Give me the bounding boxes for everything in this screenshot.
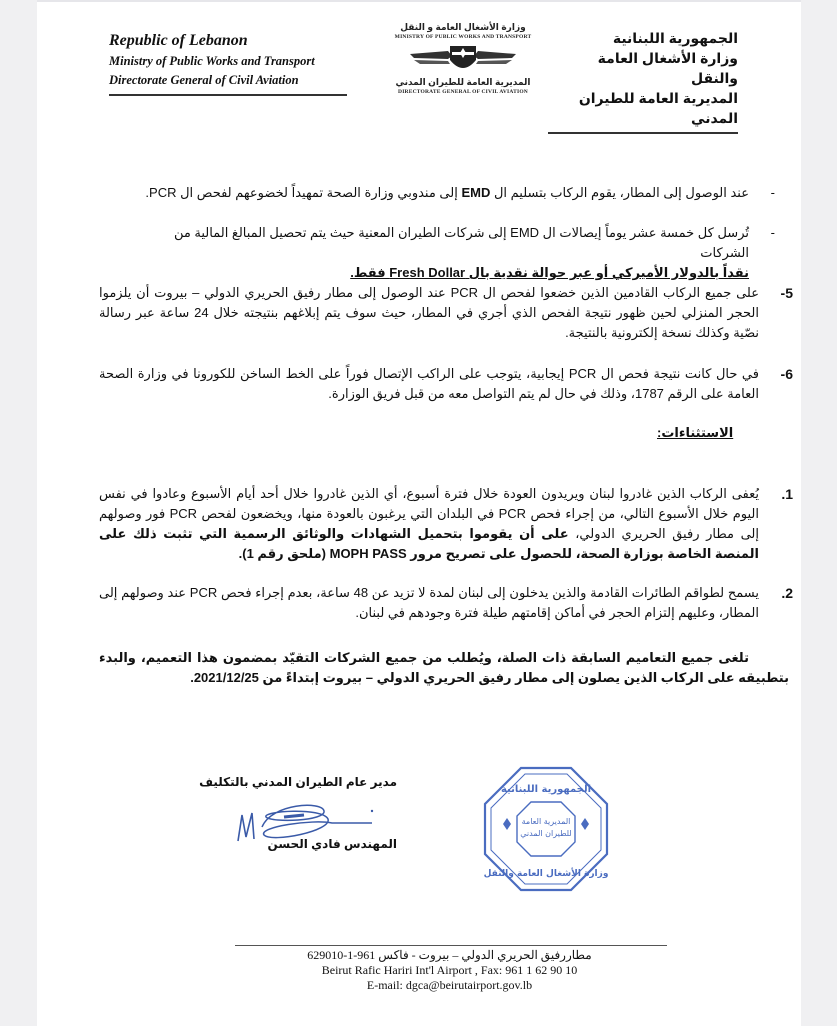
header-en-ministry: Ministry of Public Works and Transport bbox=[109, 54, 315, 68]
handwritten-signature-icon bbox=[232, 797, 382, 847]
footer-arabic-address: مطاررفيق الحريري الدولي – بيروت - فاكس 961-1-629010 bbox=[307, 948, 592, 962]
logo-ar-top: وزارة الأشغال العامة و النقل bbox=[400, 22, 526, 32]
bullet-item bbox=[137, 183, 775, 203]
footer-contact bbox=[282, 948, 617, 993]
bullet-bold-emd: EMD bbox=[461, 185, 491, 200]
footer-email[interactable]: E-mail: dgca@beirutairport.gov.lb bbox=[366, 978, 533, 992]
header-ar-republic: الجمهورية اللبنانية bbox=[612, 30, 738, 46]
bullet-emphasis-fresh-dollar: نقداً بالدولار الأميركي أو عبر حوالة نقدية بال Fresh Dollar فقط. bbox=[350, 265, 749, 280]
header-english bbox=[109, 30, 347, 96]
svg-text:وزارة الأشغال العامة والنقل: وزارة الأشغال العامة والنقل bbox=[483, 869, 609, 879]
footer-rule bbox=[235, 945, 667, 946]
logo-ar-bottom: المديرية العامة للطيران المدني bbox=[395, 77, 531, 87]
item-text: على جميع الركاب القادمين الذين خضعوا لفحص ال PCR عند الوصول إلى مطار رفيق الحريري الدولي – بيروت أن يلزموا الحجر المنزلي لحين ظهور نتيجة الفحص الذي أجري في المطار، حيث سوف يتم إبلاغهم بنتيجته خلال 24 ساعة عبر رسالة نصّية وكذلك نسخة إلكترونية بالنتيجة. bbox=[99, 285, 759, 340]
item-text: في حال كانت نتيجة فحص ال PCR إيجابية، يتوجب على الراكب الإتصال فوراً على الخط الساخن للكورونا في وزارة الصحة العامة على الرقم 1787، وذلك في حال لم يتم التواصل معه من قبل فريق الوزارة. bbox=[99, 366, 759, 401]
bullet-marker: - bbox=[770, 185, 775, 200]
header-ar-rule bbox=[548, 132, 738, 134]
numbered-item-6 bbox=[99, 364, 793, 404]
item-number: 1. bbox=[781, 486, 793, 502]
numbered-item-5 bbox=[99, 283, 793, 343]
svg-text:الجمهورية اللبنانية: الجمهورية اللبنانية bbox=[500, 784, 592, 795]
ministry-logo bbox=[393, 22, 533, 96]
bullet-text: تُرسل كل خمسة عشر يوماً إيصالات ال EMD إلى شركات الطيران المعنية حيث يتم تحصيل المبالغ المالية من الشركات bbox=[173, 225, 749, 260]
bullet-text: عند الوصول إلى المطار، يقوم الركاب بتسليم ال bbox=[490, 185, 749, 200]
exception-item-2 bbox=[99, 583, 793, 623]
bullet-text-end: إلى مندوبي وزارة الصحة تمهيداً لخضوعهم لفحص ال PCR. bbox=[145, 185, 462, 200]
footer-english-address: Beirut Rafic Hariri Int'l Airport , Fax: 961 1 62 90 10 bbox=[321, 963, 578, 977]
header-en-rule bbox=[109, 94, 347, 96]
item-number: 5- bbox=[780, 285, 793, 301]
signatory-title: مدير عام الطيران المدني بالتكليف bbox=[199, 775, 397, 789]
signatory-name: المهندس فادي الحسن bbox=[267, 837, 397, 851]
bullet-item bbox=[137, 223, 775, 283]
bullet-marker: - bbox=[770, 225, 775, 240]
item-text-bold: على أن يقوموا بتحميل الشهادات والوثائق الرسمية التي تثبت ذلك على المنصة الخاصة بوزارة الصحة، للحصول على تصريح مرور MOPH PASS (ملحق رقم 1). bbox=[99, 526, 759, 561]
aviation-wings-emblem-icon bbox=[408, 42, 518, 76]
header-en-directorate: Directorate General of Civil Aviation bbox=[109, 73, 299, 87]
header-ar-ministry: وزارة الأشغال العامة والنقل bbox=[597, 50, 738, 86]
exception-item-1 bbox=[99, 484, 793, 564]
svg-text:المديرية العامة: المديرية العامة bbox=[521, 817, 571, 826]
logo-en-top: MINISTRY OF PUBLIC WORKS AND TRANSPORT bbox=[394, 34, 532, 40]
header-en-republic: Republic of Lebanon bbox=[109, 32, 248, 49]
item-text: يسمح لطواقم الطائرات القادمة والذين يدخلون إلى لبنان لمدة لا تزيد عن 48 ساعة، بعدم إجراء فحص PCR عند وصولهم إلى المطار، وعليهم إلتزام الحجر في أماكن إقامتهم طيلة فترة وجودهم في لبنان. bbox=[99, 585, 759, 620]
header-ar-directorate: المديرية العامة للطيران المدني bbox=[578, 90, 738, 126]
item-number: 6- bbox=[780, 366, 793, 382]
logo-en-bottom: DIRECTORATE GENERAL OF CIVIL AVIATION bbox=[398, 89, 528, 95]
header-arabic bbox=[548, 28, 738, 134]
closing-paragraph: تلغى جميع التعاميم السابقة ذات الصلة، ويُطلب من جميع الشركات التقيّد بمضمون هذا التعميم، والبدء بتطبيقه على الركاب الذين يصلون إلى مطار رفيق الحريري الدولي – بيروت إبتداءً من 2021/12/25. bbox=[99, 650, 789, 685]
svg-text:للطيران المدني: للطيران المدني bbox=[520, 829, 572, 838]
document-page bbox=[37, 0, 801, 1026]
official-stamp-icon bbox=[481, 764, 611, 894]
item-text: يُعفى الركاب الذين غادروا لبنان ويريدون العودة خلال فترة أسبوع، أي الذين غادروا خلال أحد أيام الأسبوع وعادوا في نفس اليوم خلال الأسبوع التالي، من إجراء فحص PCR في البلدان التي يرغبون بالعودة منها، ويخضعون لفحص PCR فور وصولهم إلى مطار رفيق الحريري الدولي، bbox=[99, 486, 759, 541]
exceptions-title: الاستثناءات: bbox=[657, 425, 734, 440]
item-number: 2. bbox=[781, 585, 793, 601]
